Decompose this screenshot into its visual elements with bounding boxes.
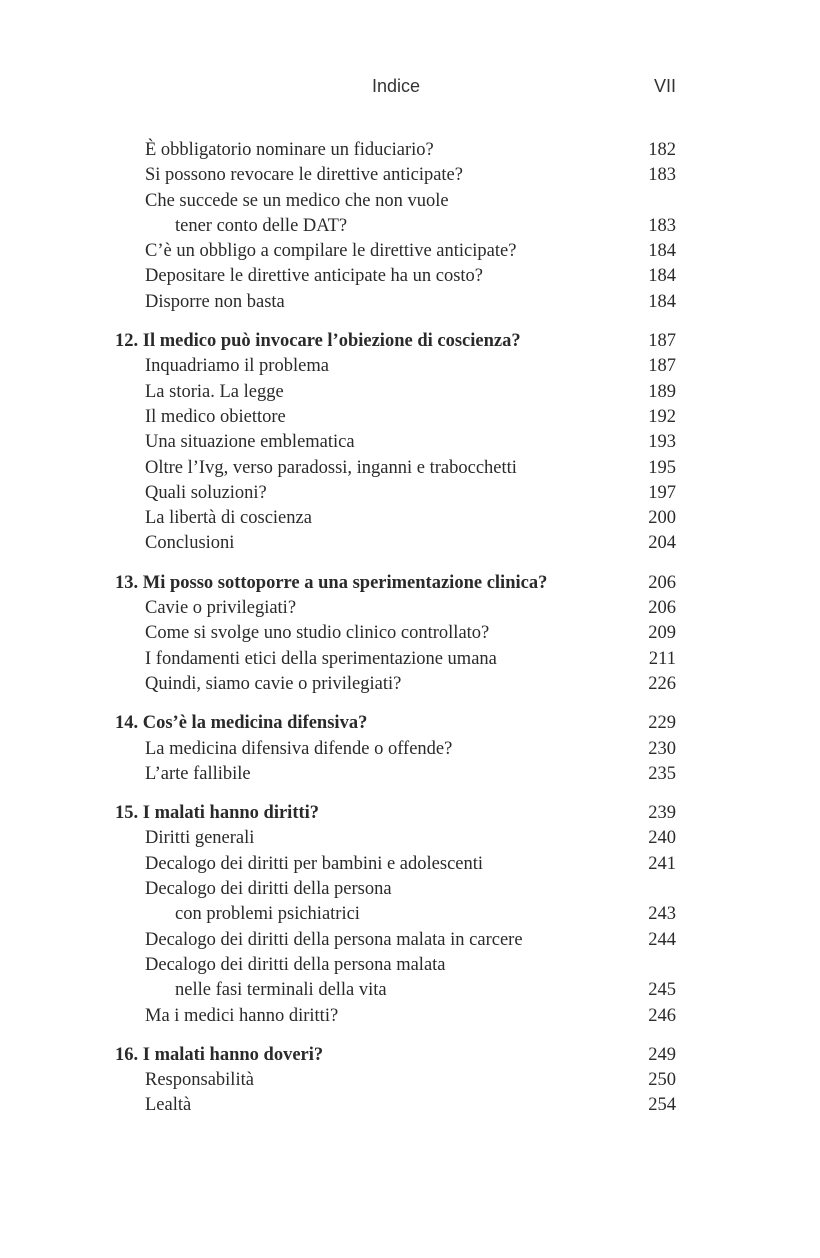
toc-entry-title: Oltre l’Ivg, verso paradossi, inganni e trabocchetti xyxy=(145,457,517,478)
toc-entry-page: 235 xyxy=(648,763,676,784)
toc-entry xyxy=(0,531,820,556)
toc-entry xyxy=(0,1068,820,1093)
toc-entry xyxy=(0,430,820,455)
toc-chapter-entry xyxy=(0,571,820,596)
toc-entry xyxy=(0,138,820,163)
toc-entry-title: Inquadriamo il problema xyxy=(145,356,329,377)
toc-entry-page: 250 xyxy=(648,1070,676,1091)
toc-entry-page: 239 xyxy=(648,803,676,824)
toc-entry xyxy=(0,596,820,621)
toc-entry-title: nelle fasi terminali della vita xyxy=(175,980,387,1001)
toc-entry xyxy=(0,672,820,697)
toc-entry-page: 197 xyxy=(648,482,676,503)
toc-entry-title: Decalogo dei diritti della persona malata in carcere xyxy=(145,929,523,950)
toc-entry xyxy=(0,928,820,953)
toc-entry xyxy=(0,290,820,315)
toc-entry-title: Ma i medici hanno diritti? xyxy=(145,1005,339,1026)
toc-entry xyxy=(0,621,820,646)
toc-entry-title: Cavie o privilegiati? xyxy=(145,598,297,619)
toc-entry-page: 187 xyxy=(648,356,676,377)
toc-entry-page: 230 xyxy=(648,738,676,759)
toc-entry-page: 209 xyxy=(648,623,676,644)
toc-entry-title: C’è un obbligo a compilare le direttive anticipate? xyxy=(145,241,517,262)
toc-entry-title: La storia. La legge xyxy=(145,381,284,402)
toc-entry-page: 245 xyxy=(648,980,676,1001)
toc-entry-page: 189 xyxy=(648,381,676,402)
toc-entry-title: 12. Il medico può invocare l’obiezione di coscienza? xyxy=(115,331,521,352)
toc-entry xyxy=(0,762,820,787)
toc-entry-page: 241 xyxy=(648,853,676,874)
toc-entry-page: 206 xyxy=(648,572,676,593)
toc-entry-title: Decalogo dei diritti per bambini e adolescenti xyxy=(145,853,484,874)
toc-entry-title: Depositare le direttive anticipate ha un costo? xyxy=(145,266,484,287)
running-head xyxy=(0,76,820,102)
toc-entry-page: 182 xyxy=(648,140,676,160)
toc-entry-page: 183 xyxy=(648,165,676,186)
toc-entry xyxy=(0,239,820,264)
toc-entry xyxy=(0,877,820,902)
toc-entry xyxy=(0,902,820,927)
toc-entry-title: Disporre non basta xyxy=(145,291,285,312)
toc-entry-title: Una situazione emblematica xyxy=(145,432,355,453)
toc-entry-page: 200 xyxy=(648,508,676,529)
toc-entry-page: 249 xyxy=(648,1044,676,1065)
page-number: VII xyxy=(653,76,676,96)
toc-entry xyxy=(0,456,820,481)
toc-entry-page: 254 xyxy=(648,1095,676,1116)
toc-entry xyxy=(0,189,820,214)
toc-entry-page: 244 xyxy=(648,929,676,950)
toc-chapter-entry xyxy=(0,329,820,354)
toc-entry-title: Il medico obiettore xyxy=(145,406,286,427)
table-of-contents xyxy=(0,138,820,1119)
toc-entry-title: 16. I malati hanno doveri? xyxy=(115,1044,324,1065)
toc-entry-page: 184 xyxy=(648,241,676,262)
toc-entry-title: La libertà di coscienza xyxy=(145,508,312,529)
toc-entry xyxy=(0,647,820,672)
toc-entry xyxy=(0,737,820,762)
toc-entry-page: 226 xyxy=(648,673,676,694)
toc-entry-title: 14. Cos’è la medicina difensiva? xyxy=(115,713,368,734)
toc-entry-page: 229 xyxy=(648,713,676,734)
toc-entry-page: 187 xyxy=(648,331,676,352)
toc-entry-title: Conclusioni xyxy=(145,533,235,554)
toc-entry xyxy=(0,354,820,379)
toc-entry xyxy=(0,405,820,430)
toc-chapter-entry xyxy=(0,1043,820,1068)
toc-entry xyxy=(0,380,820,405)
toc-entry xyxy=(0,506,820,531)
toc-entry xyxy=(0,264,820,289)
toc-entry xyxy=(0,826,820,851)
toc-entry-title: Decalogo dei diritti della persona malata xyxy=(145,954,446,975)
toc-entry-title: La medicina difensiva difende o offende? xyxy=(145,738,453,759)
toc-entry-title: tener conto delle DAT? xyxy=(175,215,348,236)
toc-entry-title: Quali soluzioni? xyxy=(145,482,267,503)
toc-entry-title: Si possono revocare le direttive anticipate? xyxy=(145,165,463,186)
toc-entry-title: 15. I malati hanno diritti? xyxy=(115,803,320,824)
toc-entry-title: I fondamenti etici della sperimentazione umana xyxy=(145,648,497,669)
toc-entry-title: con problemi psichiatrici xyxy=(175,904,360,925)
toc-entry xyxy=(0,163,820,188)
toc-entry-page: 246 xyxy=(648,1005,676,1026)
toc-entry-page: 204 xyxy=(648,533,676,554)
toc-entry-page: 184 xyxy=(648,291,676,312)
toc-chapter-entry xyxy=(0,711,820,736)
toc-entry-title: Quindi, siamo cavie o privilegiati? xyxy=(145,673,402,694)
toc-entry-page: 184 xyxy=(648,266,676,287)
toc-entry-title: Come si svolge uno studio clinico controllato? xyxy=(145,623,490,644)
toc-entry-page: 192 xyxy=(648,406,676,427)
toc-entry xyxy=(0,953,820,978)
toc-entry-title: Che succede se un medico che non vuole xyxy=(145,190,449,211)
toc-entry xyxy=(0,978,820,1003)
toc-entry xyxy=(0,1004,820,1029)
toc-entry-page: 211 xyxy=(648,648,676,669)
toc-entry-title: Lealtà xyxy=(145,1095,192,1116)
toc-entry xyxy=(0,481,820,506)
toc-entry-page: 206 xyxy=(648,598,676,619)
toc-entry xyxy=(0,852,820,877)
toc-entry xyxy=(0,1093,820,1118)
toc-entry-page: 240 xyxy=(648,828,676,849)
toc-entry-page: 193 xyxy=(648,432,676,453)
toc-entry-title: È obbligatorio nominare un fiduciario? xyxy=(145,140,434,160)
toc-chapter-entry xyxy=(0,801,820,826)
toc-entry-page: 195 xyxy=(648,457,676,478)
page-title: Indice xyxy=(371,76,421,96)
toc-entry-title: Responsabilità xyxy=(145,1070,254,1091)
toc-entry-page: 243 xyxy=(648,904,676,925)
toc-entry-page: 183 xyxy=(648,215,676,236)
toc-entry-title: L’arte fallibile xyxy=(145,763,251,784)
toc-entry-title: Diritti generali xyxy=(145,828,255,849)
toc-entry xyxy=(0,214,820,239)
toc-entry-title: Decalogo dei diritti della persona xyxy=(145,879,392,900)
toc-entry-title: 13. Mi posso sottoporre a una sperimentazione clinica? xyxy=(115,572,548,593)
